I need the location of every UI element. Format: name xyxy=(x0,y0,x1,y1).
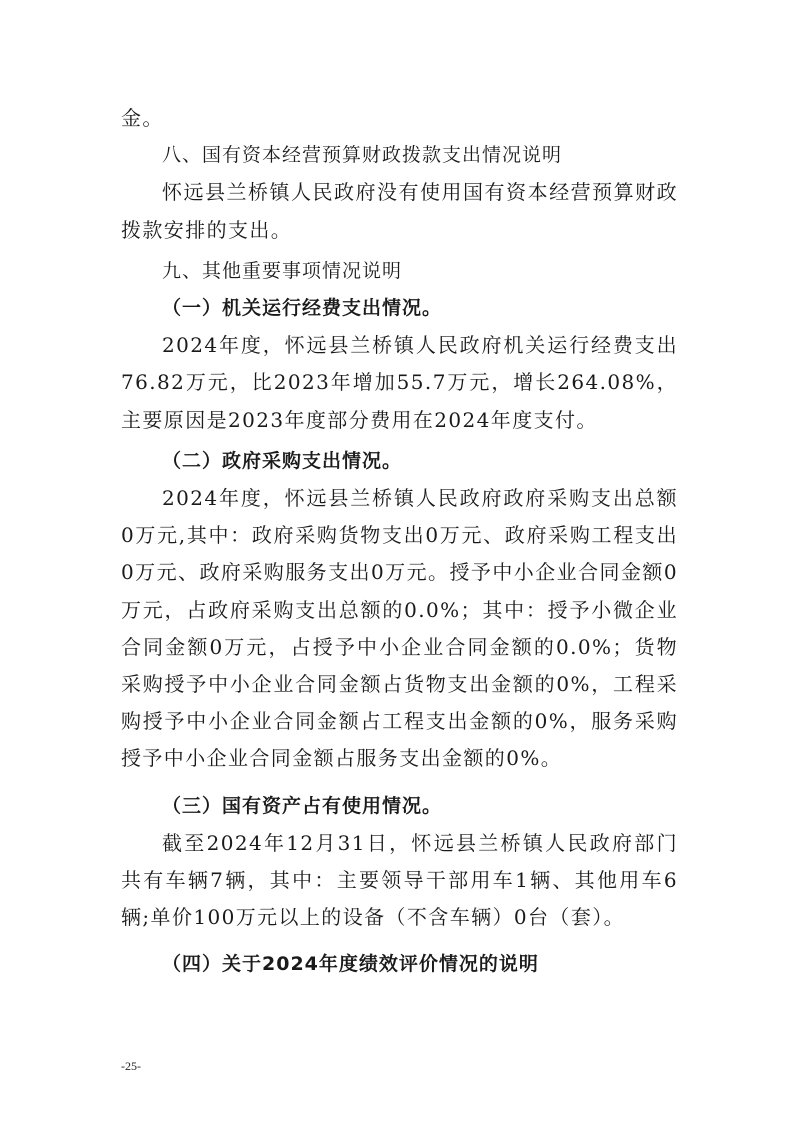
continued-paragraph-fragment: 金。 xyxy=(121,106,164,130)
subsection-1-heading: （一）机关运行经费支出情况。 xyxy=(162,297,443,320)
subsection-2-heading: （二）政府采购支出情况。 xyxy=(162,449,403,472)
subsection-1-body: 2024年度，怀远县兰桥镇人民政府机关运行经费支出76.82万元，比2023年增加55.7万元，增长264.08%，主要原因是2023年度部分费用在2024年度支付。 xyxy=(121,333,678,432)
document-body xyxy=(121,100,678,984)
subsection-4-heading: （四）关于2024年度绩效评价情况的说明 xyxy=(162,953,539,976)
subsection-2-body: 2024年度，怀远县兰桥镇人民政府政府采购支出总额0万元,其中：政府采购货物支出0万元、政府采购工程支出0万元、政府采购服务支出0万元。授予中小企业合同金额0万元，占政府采购支出总额的0.0%；其中：授予小微企业合同金额0万元，占授予中小企业合同金额的0.0%；货物采购授予中小企业合同金额占货物支出金额的0%，工程采购授予中小企业合同金额占工程支出金额的0%，服务采购授予中小企业合同金额占服务支出金额的0%。 xyxy=(121,486,678,771)
section-8-body: 怀远县兰桥镇人民政府没有使用国有资本经营预算财政拨款安排的支出。 xyxy=(121,180,678,242)
subsection-3-body: 截至2024年12月31日，怀远县兰桥镇人民政府部门共有车辆7辆，其中：主要领导干部用车1辆、其他用车6辆;单价100万元以上的设备（不含车辆）0台（套）。 xyxy=(121,830,678,930)
subsection-3-heading: （三）国有资产占有使用情况。 xyxy=(162,794,443,817)
section-9-heading: 九、其他重要事项情况说明 xyxy=(162,259,403,282)
page-number: -25- xyxy=(121,1059,141,1073)
section-8-heading: 八、国有资本经营预算财政拨款支出情况说明 xyxy=(162,144,563,167)
